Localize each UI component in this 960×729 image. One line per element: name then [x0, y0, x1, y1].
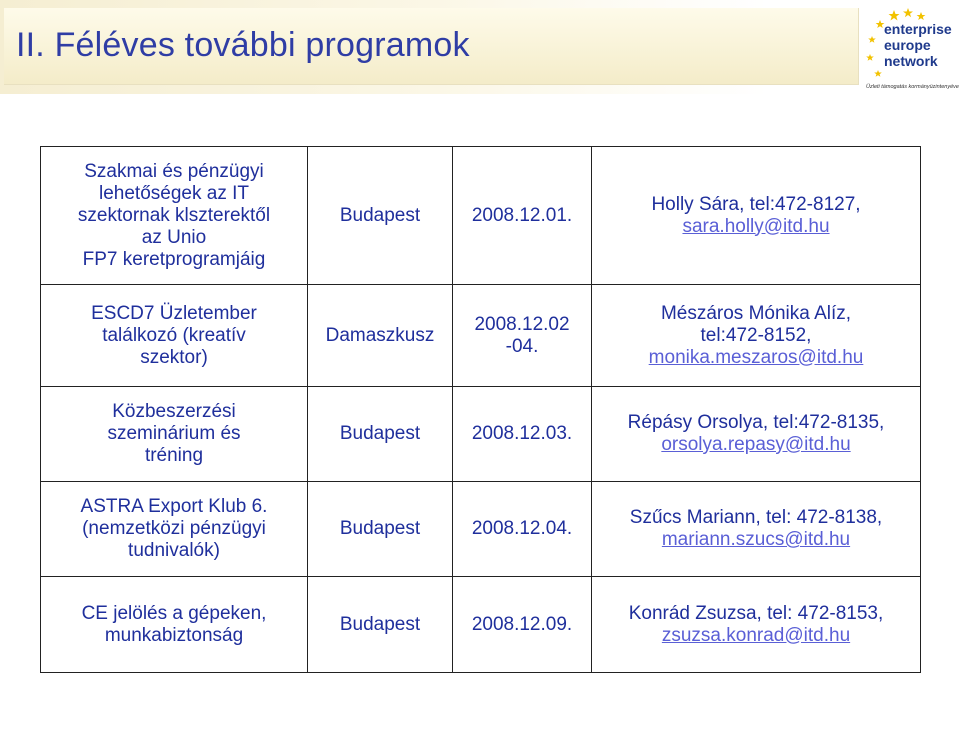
event-line: szeminárium és	[107, 423, 241, 444]
date-cell	[453, 147, 592, 285]
title-bar	[0, 0, 960, 94]
table-row	[41, 482, 921, 577]
event-line: az Unio	[141, 226, 207, 248]
event-line: tréning	[144, 445, 204, 466]
date-line: 2008.12.01.	[471, 204, 573, 226]
city-cell: Budapest	[308, 147, 453, 285]
contact-name: Répásy Orsolya, tel:472-8135,	[627, 412, 885, 433]
contact-email-link[interactable]: orsolya.repasy@itd.hu	[661, 434, 851, 455]
date-line: 2008.12.02	[474, 313, 570, 335]
logo-word: enterprise	[884, 21, 952, 37]
table-row	[41, 147, 921, 285]
event-line: ESCD7 Üzletember	[91, 302, 257, 324]
contact-email-link[interactable]: monika.meszaros@itd.hu	[648, 346, 864, 368]
contact-name: Szűcs Mariann, tel: 472-8138,	[629, 507, 883, 528]
event-line: FP7 keretprogramjáig	[82, 248, 266, 270]
enterprise-europe-network-logo	[864, 6, 960, 92]
event-line: Közbeszerzési	[112, 401, 236, 422]
event-line: munkabiztonság	[104, 624, 244, 646]
event-cell	[41, 147, 308, 285]
event-cell	[41, 577, 308, 673]
city-cell: Budapest	[308, 482, 453, 577]
event-line: (nemzetközi pénzügyi	[82, 518, 266, 539]
contact-email-link[interactable]: mariann.szucs@itd.hu	[661, 529, 851, 550]
event-cell	[41, 285, 308, 387]
city-cell: Damaszkusz	[308, 285, 453, 387]
event-line: szektornak klszterektől	[77, 204, 271, 226]
event-line: CE jelölés a gépeken,	[81, 602, 267, 624]
city-cell: Budapest	[308, 577, 453, 673]
event-cell	[41, 482, 308, 577]
contact-cell	[592, 285, 921, 387]
date-cell	[453, 482, 592, 577]
logo-subtitle: Üzleti támogatás kormányüzintenyéve	[866, 84, 959, 90]
table-row	[41, 577, 921, 673]
events-table	[40, 146, 921, 673]
contact-name: Konrád Zsuzsa, tel: 472-8153,	[628, 602, 884, 624]
date-line: 2008.12.09.	[471, 613, 573, 635]
event-line: találkozó (kreatív	[102, 324, 246, 346]
contact-name: Holly Sára, tel:472-8127,	[651, 193, 861, 215]
date-cell	[453, 285, 592, 387]
event-line: szektor)	[140, 346, 208, 368]
date-line: 2008.12.03.	[471, 423, 573, 444]
event-cell	[41, 387, 308, 482]
contact-cell	[592, 577, 921, 673]
table-row	[41, 285, 921, 387]
contact-cell	[592, 482, 921, 577]
contact-email-link[interactable]: zsuzsa.konrad@itd.hu	[661, 624, 851, 646]
logo-word: network	[884, 53, 938, 69]
contact-name: Mészáros Mónika Alíz,	[660, 302, 852, 324]
contact-cell	[592, 147, 921, 285]
contact-email-link[interactable]: sara.holly@itd.hu	[682, 215, 830, 237]
date-cell	[453, 577, 592, 673]
event-line: tudnivalók)	[128, 540, 220, 561]
date-cell	[453, 387, 592, 482]
logo-word: europe	[884, 37, 931, 53]
table-row	[41, 387, 921, 482]
contact-cell	[592, 387, 921, 482]
event-line: Szakmai és pénzügyi	[84, 160, 264, 182]
event-line: ASTRA Export Klub 6.	[80, 496, 268, 517]
city-cell: Budapest	[308, 387, 453, 482]
contact-phone: tel:472-8152,	[700, 324, 812, 346]
title-panel	[4, 8, 859, 85]
date-line: 2008.12.04.	[471, 518, 573, 539]
page-title: II. Féléves további programok	[16, 26, 470, 64]
date-line: -04.	[505, 335, 539, 357]
event-line: lehetőségek az IT	[99, 182, 249, 204]
